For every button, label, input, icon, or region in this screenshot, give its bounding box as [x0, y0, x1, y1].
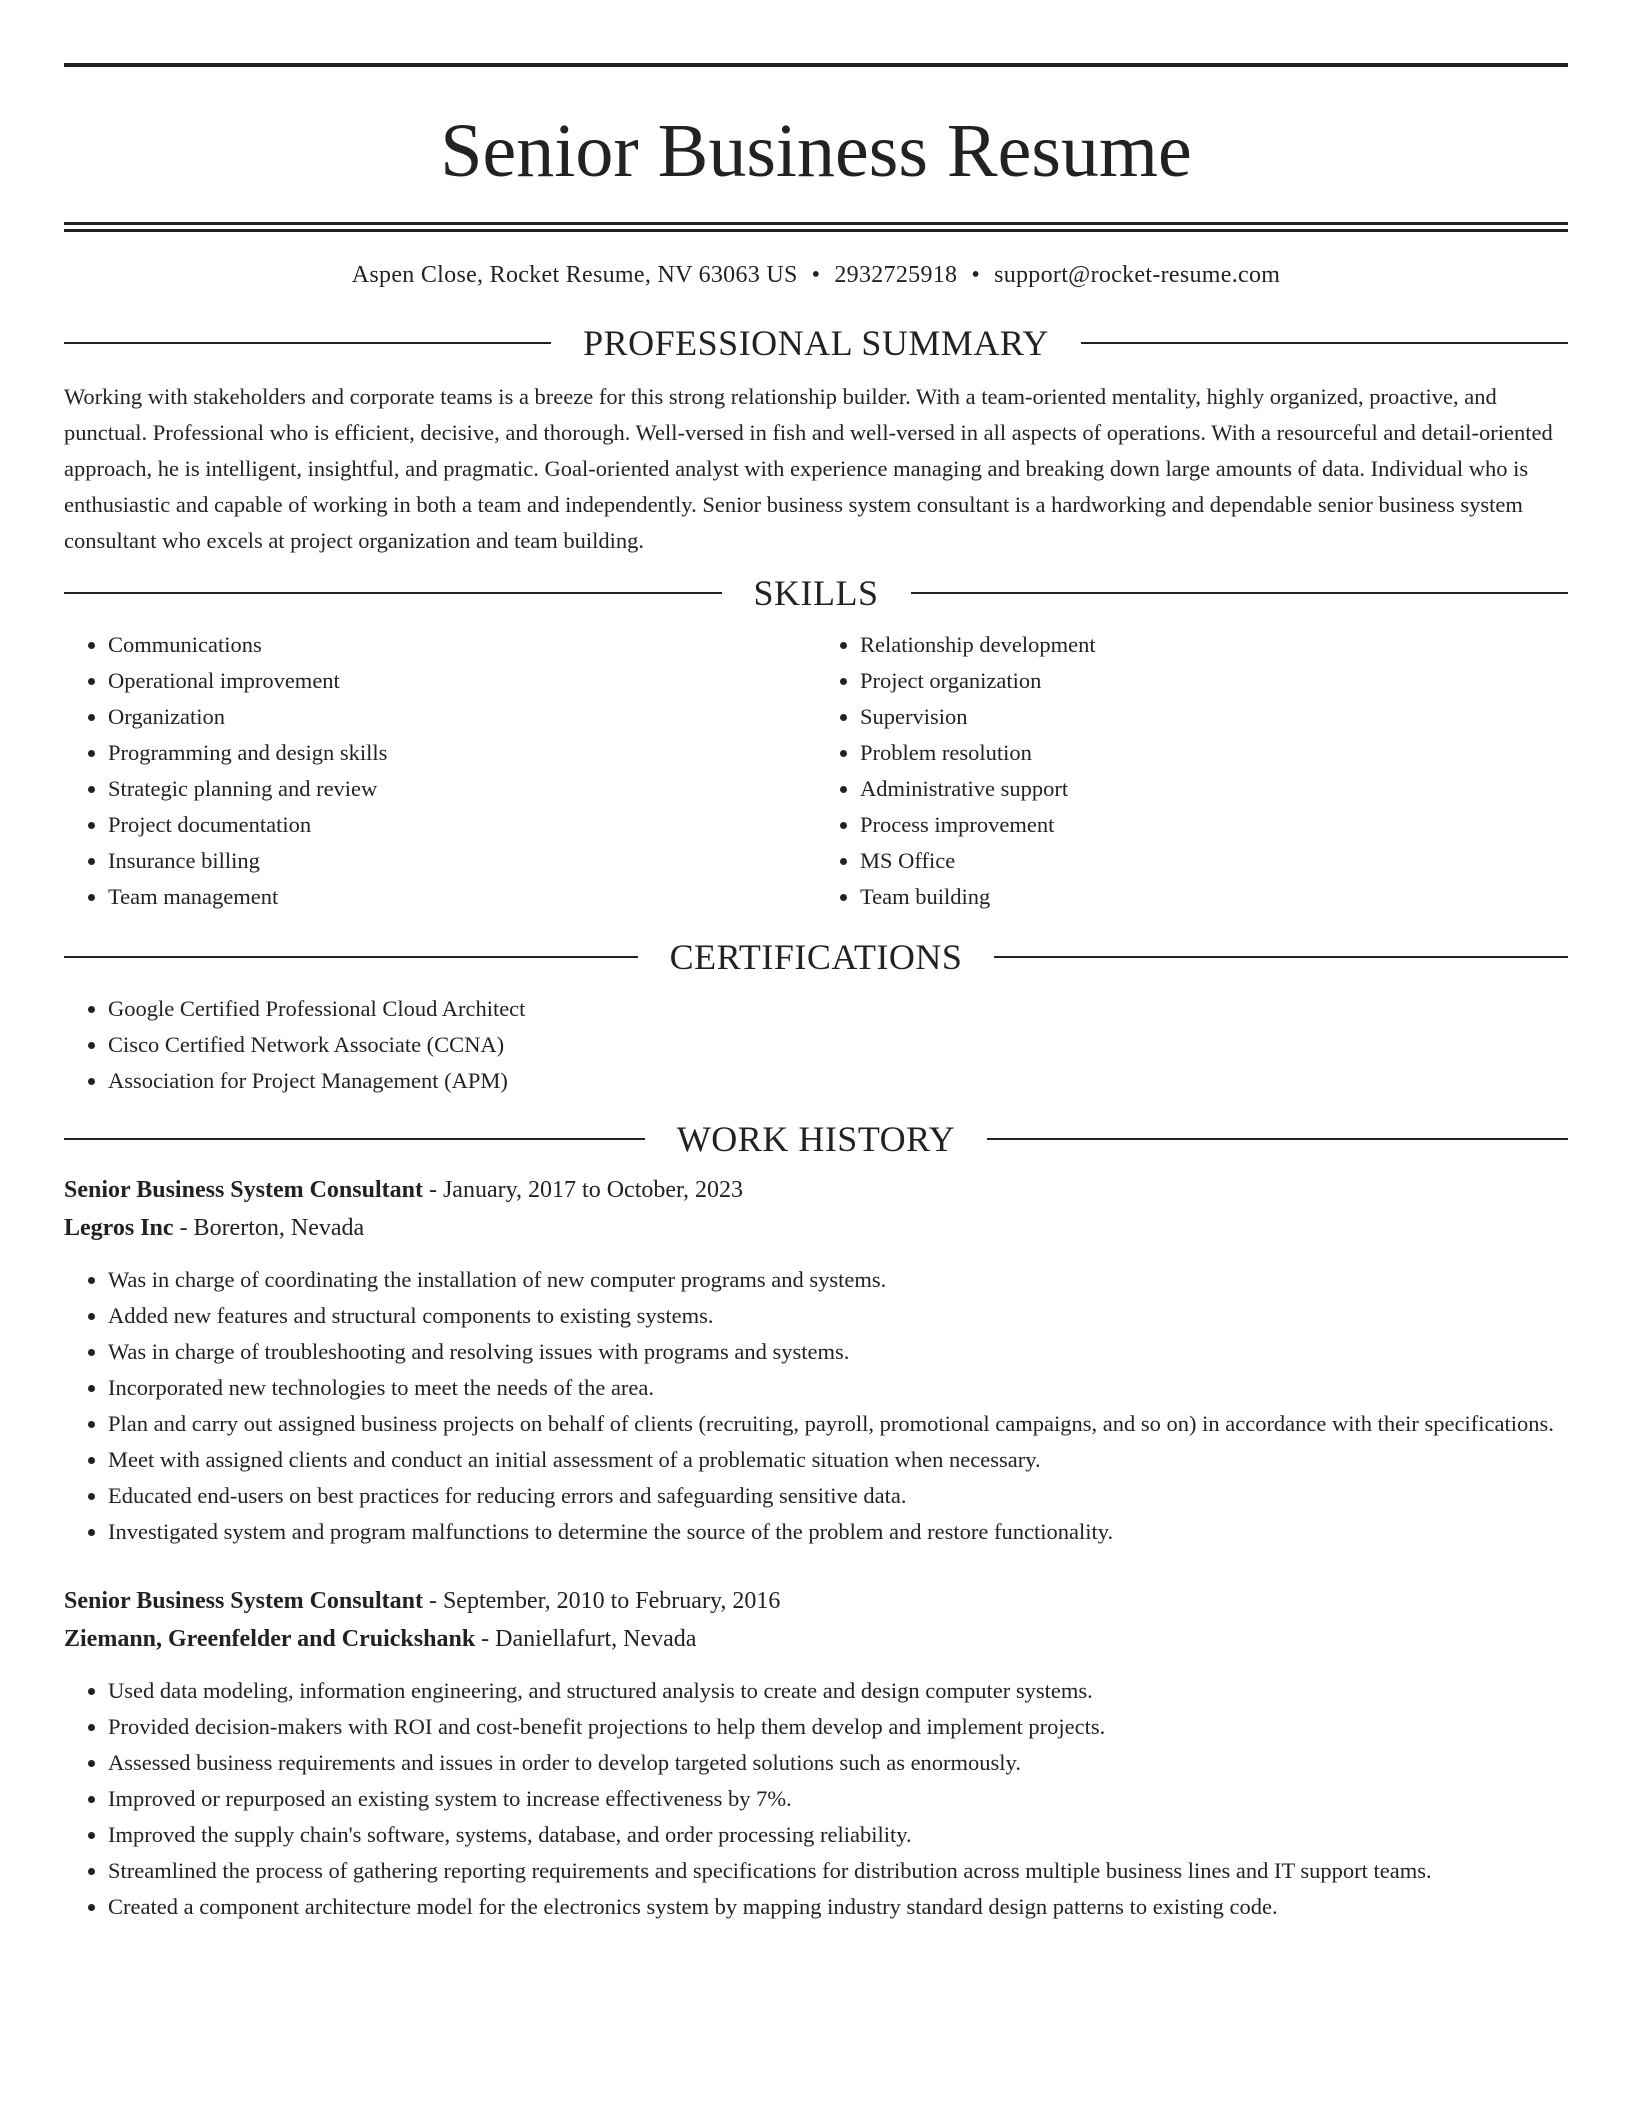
- skill-item: • Team building: [860, 879, 1568, 915]
- heading-rule: [64, 956, 638, 958]
- skill-item: • Relationship development: [860, 627, 1568, 663]
- contact-phone[interactable]: 2932725918: [834, 262, 958, 288]
- section-heading-skills: [64, 571, 1568, 615]
- job-bullet: • Meet with assigned clients and conduct an initial assessment of a problematic situation when necessary.: [108, 1442, 1568, 1478]
- job-bullet: • Incorporated new technologies to meet the needs of the area.: [108, 1370, 1568, 1406]
- skill-item: • MS Office: [860, 843, 1568, 879]
- contact-address: Aspen Close, Rocket Resume, NV 63063 US: [351, 262, 798, 288]
- job-bullet: • Educated end-users on best practices for reducing errors and safeguarding sensitive data.: [108, 1478, 1568, 1514]
- job-entry: [64, 1582, 1568, 1925]
- job-bullet: • Provided decision-makers with ROI and cost-benefit projections to help them develop and implement projects.: [108, 1709, 1568, 1745]
- certification-item: • Cisco Certified Network Associate (CCNA): [108, 1027, 1568, 1063]
- contact-separator: •: [811, 262, 821, 288]
- job-bullet: • Added new features and structural components to existing systems.: [108, 1298, 1568, 1334]
- job-dates: - September, 2010 to February, 2016: [422, 1588, 781, 1614]
- skill-item: • Operational improvement: [108, 663, 816, 699]
- summary-text: Working with stakeholders and corporate teams is a breeze for this strong relationship builder. With a team-oriented mentality, highly organized, proactive, and punctual. Professional who is efficient, decisive, and thorough. Well-versed in fish and well-versed in all aspects of operations. With a resourceful and detail-oriented approach, he is intelligent, insightful, and pragmatic. Goal-oriented analyst with experience managing and breaking down large amounts of data. Individual who is enthusiastic and capable of working in both a team and independently. Senior business system consultant is a hardworking and dependable senior business system consultant who excels at project organization and team building.: [64, 384, 1553, 553]
- skill-item: • Problem resolution: [860, 735, 1568, 771]
- job-bullet: • Assessed business requirements and issues in order to develop targeted solutions such as enormously.: [108, 1745, 1568, 1781]
- skill-item: • Programming and design skills: [108, 735, 816, 771]
- certification-item: • Google Certified Professional Cloud Architect: [108, 991, 1568, 1027]
- heading-rule: [64, 342, 551, 344]
- skill-item: • Supervision: [860, 699, 1568, 735]
- contact-separator: •: [971, 262, 981, 288]
- skill-item: • Insurance billing: [108, 843, 816, 879]
- skill-item: • Strategic planning and review: [108, 771, 816, 807]
- contact-line: [64, 259, 1568, 291]
- section-heading-summary: [64, 321, 1568, 365]
- job-location: - Borerton, Nevada: [173, 1215, 365, 1241]
- job-bullet: • Streamlined the process of gathering reporting requirements and specifications for distribution across multiple business lines and IT support teams.: [108, 1853, 1568, 1889]
- job-bullet: • Was in charge of troubleshooting and resolving issues with programs and systems.: [108, 1334, 1568, 1370]
- skill-item: • Project organization: [860, 663, 1568, 699]
- skill-item: • Process improvement: [860, 807, 1568, 843]
- job-bullet: • Created a component architecture model for the electronics system by mapping industry standard design patterns to existing code.: [108, 1889, 1568, 1925]
- top-rule: [64, 63, 1568, 67]
- skill-item: • Organization: [108, 699, 816, 735]
- job-title: Senior Business System Consultant: [64, 1177, 423, 1203]
- heading-rule: [64, 592, 722, 594]
- skill-item: • Team management: [108, 879, 816, 915]
- job-title: Senior Business System Consultant: [64, 1588, 423, 1614]
- skill-item: • Administrative support: [860, 771, 1568, 807]
- job-company-line: [64, 1620, 1568, 1658]
- skills-column-right: [816, 627, 1568, 915]
- job-bullet: • Investigated system and program malfunctions to determine the source of the problem and restore functionality.: [108, 1514, 1568, 1550]
- skill-item: • Communications: [108, 627, 816, 663]
- job-company-line: [64, 1209, 1568, 1247]
- skill-item: • Project documentation: [108, 807, 816, 843]
- section-heading-work-history: [64, 1117, 1568, 1161]
- contact-email[interactable]: support@rocket-resume.com: [994, 262, 1281, 288]
- job-bullet: • Used data modeling, information engineering, and structured analysis to create and design computer systems.: [108, 1673, 1568, 1709]
- heading-rule: [994, 956, 1568, 958]
- heading-rule: [987, 1138, 1568, 1140]
- job-bullet: • Improved or repurposed an existing system to increase effectiveness by 7%.: [108, 1781, 1568, 1817]
- certification-item: • Association for Project Management (APM): [108, 1063, 1568, 1099]
- job-title-line: [64, 1582, 1568, 1620]
- job-company: Legros Inc: [64, 1215, 174, 1241]
- job-dates: - January, 2017 to October, 2023: [422, 1177, 744, 1203]
- resume-title: Senior Business Resume: [440, 109, 1192, 193]
- skills-list: [64, 627, 1568, 915]
- section-title: CERTIFICATIONS: [669, 937, 963, 977]
- certifications-list: [64, 991, 1568, 1099]
- heading-rule: [911, 592, 1569, 594]
- job-bullet: • Was in charge of coordinating the installation of new computer programs and systems.: [108, 1262, 1568, 1298]
- skills-column-left: [64, 627, 816, 915]
- heading-rule: [1081, 342, 1568, 344]
- job-bullets: [64, 1673, 1568, 1925]
- section-title: SKILLS: [753, 573, 879, 613]
- job-company: Ziemann, Greenfelder and Cruickshank: [64, 1626, 476, 1652]
- job-title-line: [64, 1171, 1568, 1209]
- job-location: - Daniellafurt, Nevada: [475, 1626, 697, 1652]
- resume-page: [64, 0, 1568, 1925]
- job-entry: [64, 1171, 1568, 1550]
- job-bullet: • Plan and carry out assigned business projects on behalf of clients (recruiting, payroll, promotional campaigns, and so on) in accordance with their specifications.: [108, 1406, 1568, 1442]
- heading-rule: [64, 1138, 645, 1140]
- job-bullet: • Improved the supply chain's software, systems, database, and order processing reliability.: [108, 1817, 1568, 1853]
- section-title: PROFESSIONAL SUMMARY: [583, 323, 1049, 363]
- job-bullets: [64, 1262, 1568, 1550]
- title-double-rule: [64, 222, 1568, 232]
- section-title: WORK HISTORY: [676, 1119, 956, 1159]
- section-heading-certifications: [64, 935, 1568, 979]
